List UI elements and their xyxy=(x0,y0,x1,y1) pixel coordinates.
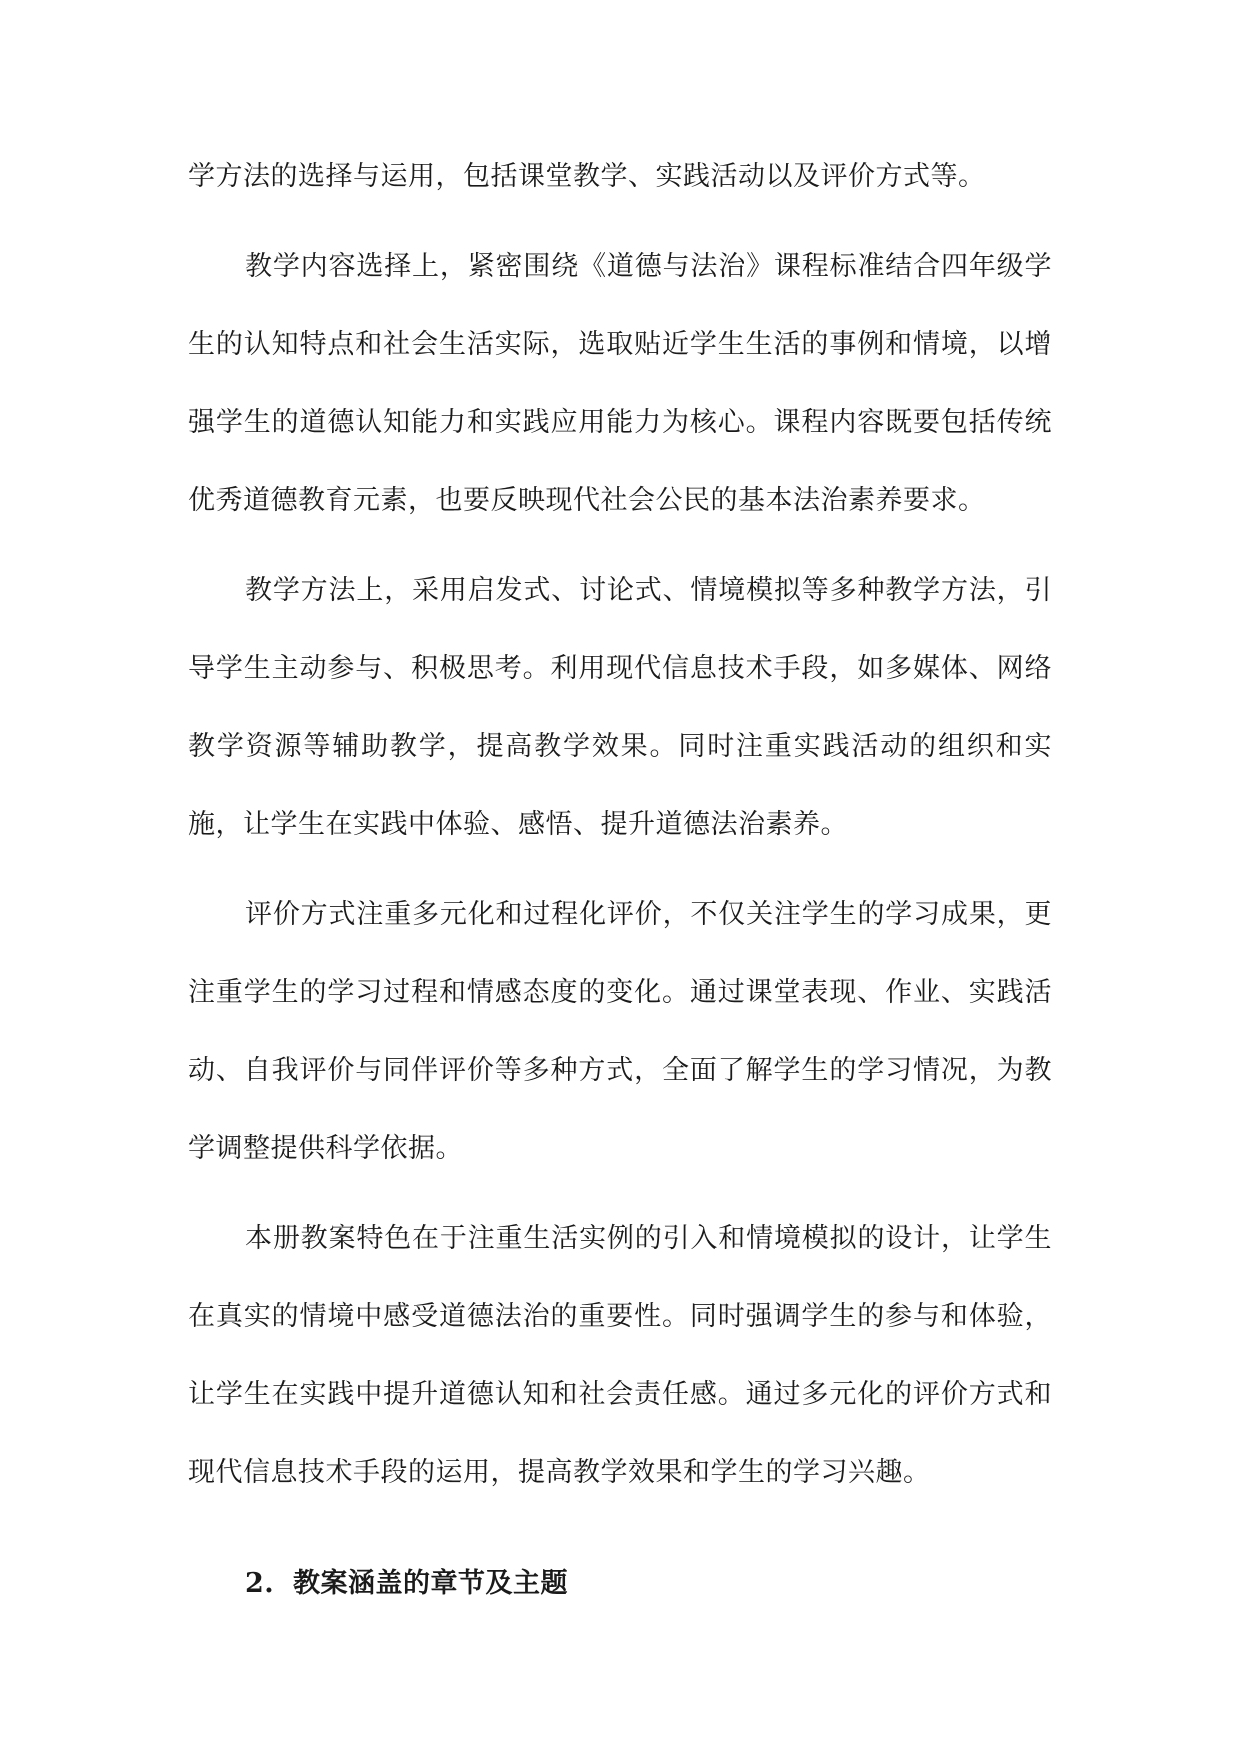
paragraph-features: 本册教案特色在于注重生活实例的引入和情境模拟的设计，让学生在真实的情境中感受道德法治的重要性。同时强调学生的参与和体验，让学生在实践中提升道德认知和社会责任感。通过多元化的评价方式和现代信息技术手段的运用，提高教学效果和学生的学习兴趣。 xyxy=(188,1223,1052,1488)
document-body xyxy=(188,138,1052,1614)
section-title: 教案涵盖的章节及主题 xyxy=(293,1568,568,1599)
paragraph-continuation: 学方法的选择与运用，包括课堂教学、实践活动以及评价方式等。 xyxy=(188,161,986,192)
paragraph-teaching-methods: 教学方法上，采用启发式、讨论式、情境模拟等多种教学方法，引导学生主动参与、积极思考。利用现代信息技术手段，如多媒体、网络教学资源等辅助教学，提高教学效果。同时注重实践活动的组织和实施，让学生在实践中体验、感悟、提升道德法治素养。 xyxy=(188,575,1052,840)
paragraph-evaluation: 评价方式注重多元化和过程化评价，不仅关注学生的学习成果，更注重学生的学习过程和情感态度的变化。通过课堂表现、作业、实践活动、自我评价与同伴评价等多种方式，全面了解学生的学习情况，为教学调整提供科学依据。 xyxy=(188,899,1052,1164)
section-number: 2. xyxy=(245,1568,275,1599)
paragraph-teaching-content: 教学内容选择上，紧密围绕《道德与法治》课程标准结合四年级学生的认知特点和社会生活实际，选取贴近学生生活的事例和情境，以增强学生的道德认知能力和实践应用能力为核心。课程内容既要包括传统优秀道德教育元素，也要反映现代社会公民的基本法治素养要求。 xyxy=(188,251,1052,516)
section-heading xyxy=(188,1554,1052,1614)
